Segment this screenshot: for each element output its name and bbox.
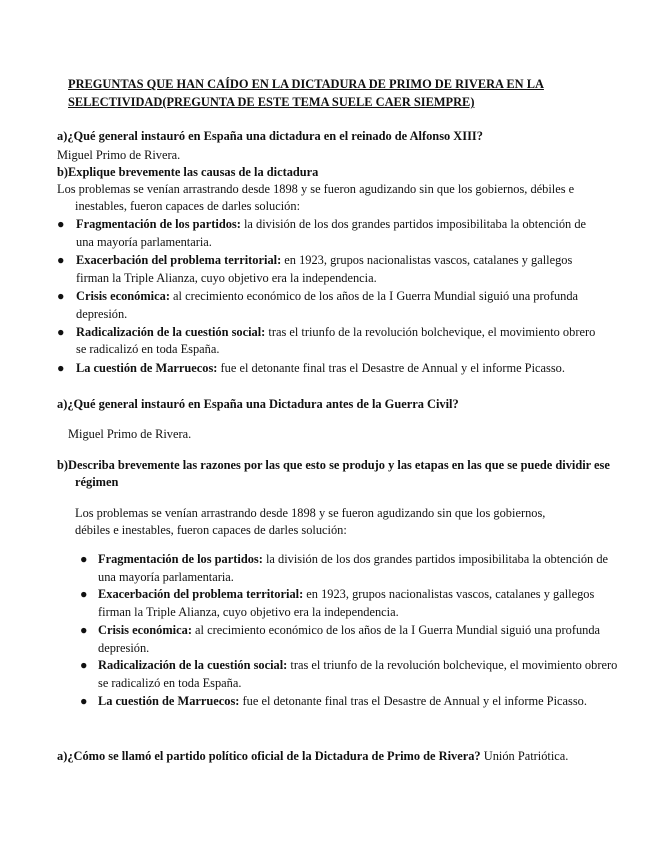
item-term: Crisis económica: bbox=[98, 622, 192, 637]
question-3a: a)¿Cómo se llamó el partido político oficial de la Dictadura de Primo de Rivera? bbox=[57, 749, 481, 763]
list-item bbox=[57, 324, 605, 359]
list-item bbox=[57, 216, 605, 251]
question-1b: b)Explique brevemente las causas de la dictadura bbox=[57, 165, 319, 179]
answer-2a: Miguel Primo de Rivera. bbox=[68, 427, 192, 441]
item-text: en 1923, grupos nacionalistas vascos, catalanes y gallegos firman la Triple Alianza, cuyo objetivo era la independencia. bbox=[98, 587, 595, 620]
item-text: al crecimiento económico de los años de la I Guerra Mundial siguió una profunda depresión. bbox=[98, 622, 601, 655]
item-text: en 1923, grupos nacionalistas vascos, catalanes y gallegos firman la Triple Alianza, cuyo objetivo era la independencia. bbox=[76, 252, 573, 285]
page-title: PREGUNTAS QUE HAN CAÍDO EN LA DICTADURA DE PRIMO DE RIVERA EN LA SELECTIVIDAD(PREGUNTA DE ESTE TEMA SUELE CAER SIEMPRE) bbox=[68, 77, 544, 109]
item-text: la división de los dos grandes partidos imposibilitaba la obtención de una mayoría parlamentaria. bbox=[76, 217, 587, 249]
causes-list-2 bbox=[80, 551, 625, 710]
item-term: La cuestión de Marruecos: bbox=[98, 693, 240, 708]
item-term: Fragmentación de los partidos: bbox=[98, 552, 263, 566]
item-term: Exacerbación del problema territorial: bbox=[76, 252, 282, 267]
question-3a-line bbox=[57, 748, 568, 765]
list-item bbox=[80, 551, 625, 586]
question-2b: b)Describa brevemente las razones por las que esto se produjo y las etapas en las que se puede dividir ese régimen bbox=[57, 458, 610, 489]
list-item bbox=[80, 586, 625, 621]
item-text: fue el detonante final tras el Desastre de Annual y el informe Picasso. bbox=[217, 360, 565, 375]
item-term: Radicalización de la cuestión social: bbox=[76, 324, 266, 339]
item-text: tras el triunfo de la revolución bolchevique, el movimiento obrero se radicalizó en toda España. bbox=[98, 658, 618, 690]
causes-list-1 bbox=[57, 216, 605, 377]
bullet-icon: ● bbox=[57, 252, 65, 267]
bullet-icon: ● bbox=[80, 693, 88, 708]
bullet-icon: ● bbox=[80, 552, 88, 566]
item-text: fue el detonante final tras el Desastre de Annual y el informe Picasso. bbox=[239, 693, 587, 708]
list-item bbox=[80, 693, 625, 711]
item-term: Radicalización de la cuestión social: bbox=[98, 658, 288, 673]
answer-3a: Unión Patriótica. bbox=[483, 749, 569, 763]
bullet-icon: ● bbox=[80, 658, 88, 673]
list-item bbox=[80, 657, 625, 692]
bullet-icon: ● bbox=[80, 622, 88, 637]
bullet-icon: ● bbox=[57, 288, 65, 303]
question-2a: a)¿Qué general instauró en España una Dictadura antes de la Guerra Civil? bbox=[57, 397, 459, 411]
intro-2b: Los problemas se venían arrastrando desde 1898 y se fueron agudizando sin que los gobiernos, débiles e inestables, fueron capaces de darles solución: bbox=[75, 506, 546, 537]
list-item bbox=[80, 622, 625, 657]
item-text: la división de los dos grandes partidos imposibilitaba la obtención de una mayoría parlamentaria. bbox=[98, 552, 609, 584]
list-item bbox=[57, 360, 605, 378]
intro-1b bbox=[57, 181, 602, 215]
list-item bbox=[57, 252, 605, 287]
question-1a: a)¿Qué general instauró en España una dictadura en el reinado de Alfonso XIII? bbox=[57, 129, 483, 143]
bullet-icon: ● bbox=[57, 324, 65, 339]
intro-1b-text: Los problemas se venían arrastrando desde 1898 y se fueron agudizando sin que los gobiernos, débiles e inestables, fueron capaces de darles solución: bbox=[57, 182, 575, 213]
answer-1a: Miguel Primo de Rivera. bbox=[57, 148, 181, 162]
bullet-icon: ● bbox=[57, 217, 65, 231]
bullet-icon: ● bbox=[57, 360, 65, 375]
bullet-icon: ● bbox=[80, 587, 88, 602]
item-text: al crecimiento económico de los años de la I Guerra Mundial siguió una profunda depresión. bbox=[76, 288, 579, 321]
item-term: La cuestión de Marruecos: bbox=[76, 360, 218, 375]
item-term: Exacerbación del problema territorial: bbox=[98, 587, 304, 602]
item-term: Fragmentación de los partidos: bbox=[76, 217, 241, 231]
item-text: tras el triunfo de la revolución bolchevique, el movimiento obrero se radicalizó en toda España. bbox=[76, 324, 596, 357]
item-term: Crisis económica: bbox=[76, 288, 170, 303]
list-item bbox=[57, 288, 605, 323]
